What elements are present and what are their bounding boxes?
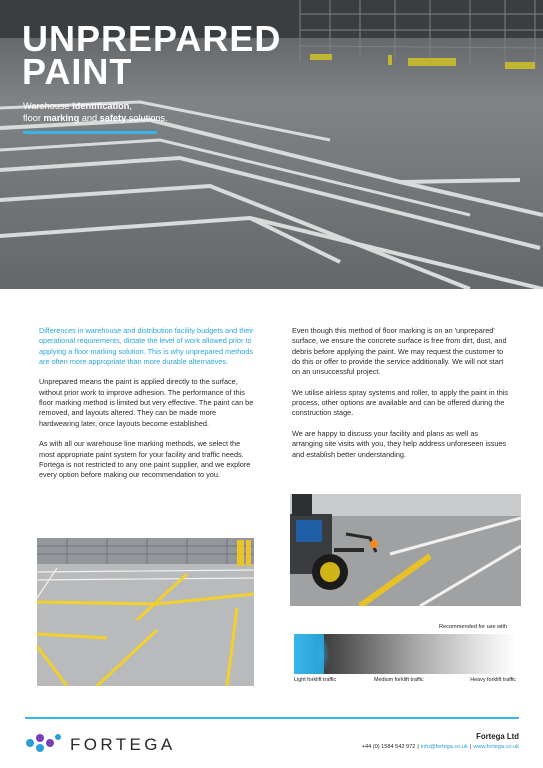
hero-banner bbox=[0, 0, 543, 289]
page-title-line: UNPREPARED bbox=[22, 18, 282, 59]
body-paragraph: Even though this method of floor marking is on an 'unprepared' surface, we ensure the concrete surface is free from dirt, dust, and debris before applying the paint. We may request the customer to do this or offer to provide the service additionally. We will not start on an unsuccessful project. bbox=[292, 326, 507, 377]
warehouse-floor-illustration bbox=[37, 538, 254, 686]
subtitle-text: solutions. bbox=[126, 112, 168, 123]
subtitle-text: , bbox=[129, 101, 132, 111]
company-name: Fortega Ltd bbox=[476, 732, 519, 741]
page-title-line: PAINT bbox=[22, 51, 133, 92]
gauge-labels bbox=[294, 677, 516, 685]
accent-divider bbox=[23, 131, 157, 134]
gauge-label-light: Light forklift traffic bbox=[294, 677, 337, 683]
lead-paragraph: Differences in warehouse and distribution facility budgets and their operational requirements, dictate the level of work allowed prior to applying a floor marking solution. This is why unprepared methods are often more appropriate than more durable alternatives. bbox=[39, 326, 254, 366]
page-title bbox=[22, 18, 282, 92]
contact-line bbox=[362, 744, 519, 750]
subtitle-bold: identification bbox=[72, 101, 130, 111]
subtitle-line bbox=[23, 113, 168, 125]
gauge-label-medium: Medium forklift traffic bbox=[374, 677, 424, 683]
page-subtitle bbox=[23, 101, 168, 124]
right-column bbox=[292, 326, 510, 470]
warehouse-floor-photo bbox=[37, 538, 254, 686]
separator: | bbox=[469, 744, 472, 750]
body-paragraph: Unprepared means the paint is applied directly to the surface, without prior work to improve adhesion. The performance of this floor marking method is limited but very effective. The paint can be removed, and layouts altered. They can be made more hardwearing later, once layouts become established. bbox=[39, 377, 254, 428]
email-link[interactable]: info@fortega.co.uk bbox=[420, 744, 468, 750]
left-column bbox=[39, 326, 254, 491]
line-marking-illustration bbox=[290, 494, 521, 606]
footer-divider bbox=[25, 717, 519, 719]
recommended-label: Recommended for use with bbox=[439, 624, 508, 630]
phone-number: +44 (0) 1584 542 972 bbox=[361, 744, 416, 750]
body-paragraph: We utilise airless spray systems and roller, to apply the paint in this process, other options are available and can be offered during the construction stage. bbox=[292, 387, 509, 418]
gauge-recommended-marker bbox=[294, 634, 324, 674]
separator: | bbox=[417, 744, 419, 750]
body-paragraph: As with all our warehouse line marking methods, we select the most appropriate paint system for your facility and traffic needs. Fortega is not restricted to any one paint supplier, and we explore every option before making our recommendation to you. bbox=[39, 439, 251, 480]
fortega-logo-icon bbox=[25, 732, 65, 754]
forklift-traffic-gauge bbox=[294, 634, 516, 674]
subtitle-bold: marking bbox=[43, 112, 80, 123]
gauge-label-heavy: Heavy forklift traffic bbox=[470, 677, 516, 683]
subtitle-line bbox=[23, 101, 168, 113]
subtitle-text: and bbox=[79, 112, 100, 123]
line-marking-machine-photo bbox=[290, 494, 521, 606]
subtitle-text: floor bbox=[23, 112, 44, 123]
subtitle-text: Warehouse bbox=[23, 101, 73, 111]
subtitle-bold: safety bbox=[99, 112, 127, 123]
brand-wordmark: FORTEGA bbox=[70, 735, 176, 754]
website-link[interactable]: www.fortega.co.uk bbox=[473, 744, 519, 750]
body-paragraph: We are happy to discuss your facility and plans as well as arranging site visits with you, they help address unforeseen issues and establish better understanding. bbox=[292, 428, 507, 459]
